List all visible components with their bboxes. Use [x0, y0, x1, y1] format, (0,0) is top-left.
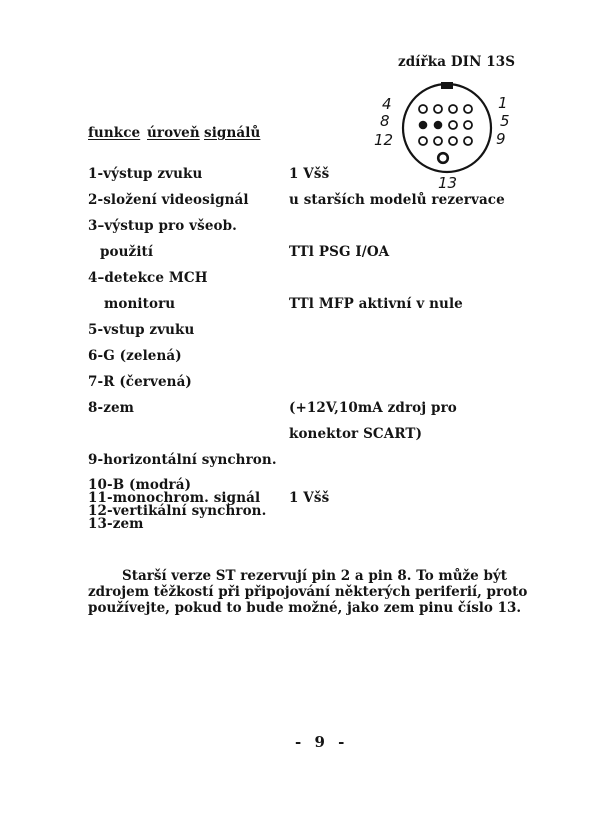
- pin-level: TTl MFP aktivní v nule: [289, 296, 463, 312]
- pin-name: 9-horizontální synchron.: [88, 452, 277, 468]
- pin-level: 1 Všš: [289, 166, 330, 182]
- pin-name: 2-složení videosignál: [88, 192, 249, 208]
- note-paragraph: [88, 568, 550, 616]
- pin-1: [464, 105, 472, 113]
- pin-name: 4–detekce MCH: [88, 270, 208, 286]
- heading-level: úroveň: [147, 125, 200, 141]
- pin-level: u starších modelů rezervace: [289, 192, 505, 208]
- note-line: zdrojem těžkostí při připojování některých periferií, proto: [88, 584, 528, 600]
- pin-name: 12-vertikální synchron.: [88, 503, 267, 519]
- pin-row-bottom: [419, 137, 472, 145]
- pin-level: (+12V,10mA zdroj pro: [289, 400, 457, 416]
- pin-12: [419, 137, 427, 145]
- pin-6: [449, 121, 457, 129]
- pin-7: [434, 121, 443, 130]
- label-pin-4: 4: [382, 95, 392, 113]
- pin-row-top: [419, 105, 472, 113]
- heading-signals: signálů: [204, 125, 261, 141]
- pin-name: 6-G (zelená): [88, 348, 182, 364]
- label-pin-13: 13: [438, 174, 458, 192]
- pin-9: [464, 137, 472, 145]
- pin-3: [434, 105, 442, 113]
- pin-name: 8-zem: [88, 400, 135, 416]
- pin-5: [464, 121, 472, 129]
- pin-name: monitoru: [104, 296, 176, 312]
- pin-level: 1 Všš: [289, 490, 330, 506]
- label-pin-8: 8: [380, 112, 390, 130]
- pin-name: 7-R (červená): [88, 374, 192, 390]
- pin-name: použití: [100, 244, 154, 260]
- pin-name: 1-výstup zvuku: [88, 166, 203, 182]
- note-line: Starší verze ST rezervují pin 2 a pin 8. To může být: [122, 568, 507, 584]
- note-line: používejte, pokud to bude možné, jako zem pinu číslo 13.: [88, 600, 522, 616]
- label-pin-1: 1: [498, 94, 508, 112]
- pin-10: [449, 137, 457, 145]
- pin-level: konektor SCART): [289, 426, 423, 442]
- pin-row-middle: [419, 121, 472, 130]
- pin-4: [419, 105, 427, 113]
- pin-name: 3–výstup pro všeob.: [88, 218, 237, 234]
- pin-2: [449, 105, 457, 113]
- pin-name: 13-zem: [88, 516, 144, 532]
- pin-name: 5-vstup zvuku: [88, 322, 195, 338]
- din-connector-diagram: [370, 82, 530, 194]
- connector-key-notch: [441, 82, 453, 89]
- label-pin-5: 5: [500, 112, 510, 130]
- pin-name: 11-monochrom. signál: [88, 490, 261, 506]
- heading-function: funkce: [88, 125, 141, 141]
- pin-name: 10-B (modrá): [88, 477, 192, 493]
- pin-11: [434, 137, 442, 145]
- connector-title: zdířka DIN 13S: [398, 54, 516, 70]
- label-pin-9: 9: [496, 130, 506, 148]
- pin-13: [438, 153, 448, 163]
- page-number: - 9 -: [295, 733, 349, 751]
- pin-level: TTl PSG I/OA: [289, 244, 390, 260]
- label-pin-12: 12: [374, 131, 394, 149]
- pin-8: [419, 121, 428, 130]
